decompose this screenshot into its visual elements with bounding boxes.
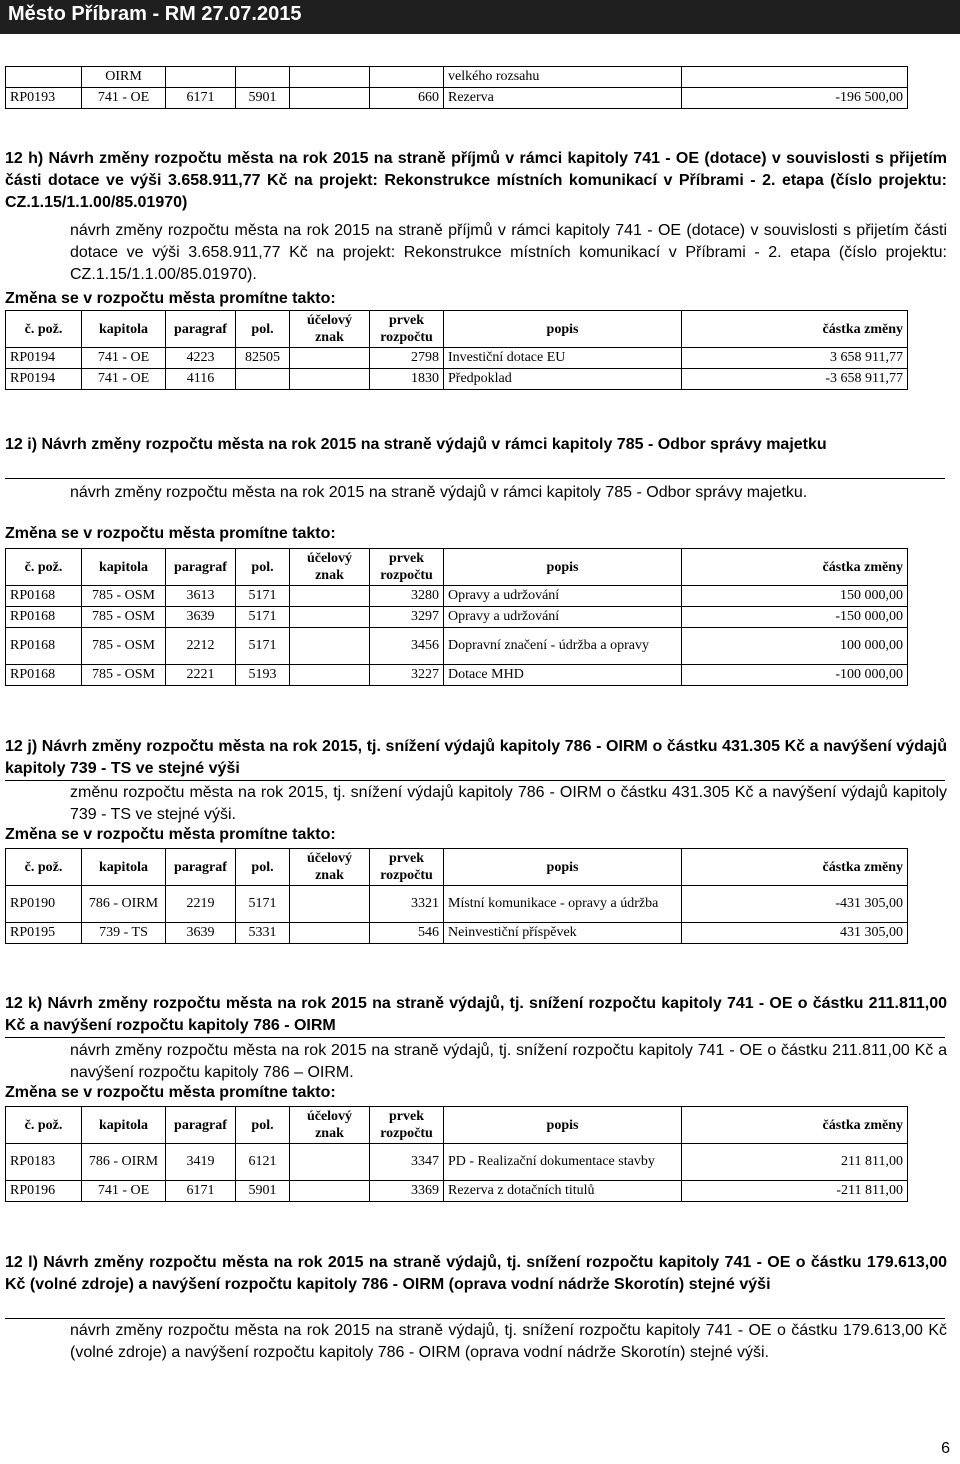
- header-ucel-line1: účelový: [306, 1109, 353, 1124]
- cell-ucel: [290, 886, 370, 923]
- cell-pol: 5171: [236, 886, 290, 923]
- header-ucel-line1: účelový: [306, 551, 353, 566]
- cell-kapitola: 739 - TS: [82, 923, 166, 944]
- header-popis: popis: [444, 1107, 682, 1144]
- header-paragraf: paragraf: [166, 849, 236, 886]
- budget-table-12h: [5, 310, 908, 390]
- header-popis: popis: [444, 311, 682, 348]
- divider: [5, 1318, 945, 1319]
- table-row: [6, 369, 908, 390]
- header-pol: pol.: [236, 549, 290, 586]
- cell-paragraf: 4223: [166, 348, 236, 369]
- cell-popis: PD - Realizační dokumentace stavby: [444, 1144, 682, 1181]
- budget-table-12j: [5, 848, 908, 944]
- cell-pol: 5901: [236, 88, 290, 109]
- divider: [5, 478, 945, 479]
- table-row: [6, 665, 908, 686]
- cell-paragraf: 3613: [166, 586, 236, 607]
- table-row: [6, 67, 908, 88]
- table-header-row: [6, 549, 908, 586]
- change-label: Změna se v rozpočtu města promítne takto:: [5, 826, 336, 843]
- cell-cpoz: RP0168: [6, 586, 82, 607]
- header-prvek-line1: prvek: [389, 551, 424, 566]
- table-row: [6, 886, 908, 923]
- change-label: Změna se v rozpočtu města promítne takto:: [5, 1084, 336, 1101]
- cell-prvek: 660: [370, 88, 444, 109]
- cell-cpoz: RP0168: [6, 665, 82, 686]
- table-row: [6, 586, 908, 607]
- header-cpoz: č. pož.: [6, 549, 82, 586]
- document-title: Město Příbram - RM 27.07.2015: [8, 3, 302, 25]
- cell-kapitola: 786 - OIRM: [82, 1144, 166, 1181]
- header-castka: částka změny: [682, 311, 908, 348]
- cell-paragraf: 4116: [166, 369, 236, 390]
- cell-popis: Opravy a udržování: [444, 607, 682, 628]
- cell-kapitola: 741 - OE: [82, 369, 166, 390]
- header-popis: popis: [444, 549, 682, 586]
- cell-pol: 5171: [236, 607, 290, 628]
- cell-popis: Neinvestiční příspěvek: [444, 923, 682, 944]
- cell-paragraf: 2221: [166, 665, 236, 686]
- section-description-12l: návrh změny rozpočtu města na rok 2015 na straně výdajů, tj. snížení rozpočtu kapitoly 741 - OE o částku 179.613,00 Kč (volné zdroje) a navýšení rozpočtu kapitoly 786 - OIRM (oprava vodní nádrže Skorotín) stejné výši.: [70, 1322, 947, 1361]
- cell-prvek: 3321: [370, 886, 444, 923]
- header-ucel: [290, 1107, 370, 1144]
- section-description-12i: návrh změny rozpočtu města na rok 2015 na straně výdajů v rámci kapitoly 785 - Odbor správy majetku.: [70, 484, 808, 501]
- header-prvek-line1: prvek: [389, 1109, 424, 1124]
- change-label: Změna se v rozpočtu města promítne takto:: [5, 290, 336, 307]
- cell-cpoz: RP0194: [6, 348, 82, 369]
- cell-prvek: 546: [370, 923, 444, 944]
- cell-prvek: 3347: [370, 1144, 444, 1181]
- header-prvek-line2: rozpočtu: [380, 1126, 433, 1141]
- cell-prvek: 3297: [370, 607, 444, 628]
- cell-kapitola: 741 - OE: [82, 348, 166, 369]
- header-ucel-line2: znak: [315, 330, 344, 345]
- cell-cpoz: RP0168: [6, 628, 82, 665]
- cell-popis: Místní komunikace - opravy a údržba: [444, 886, 682, 923]
- header-cpoz: č. pož.: [6, 311, 82, 348]
- cell-castka: -211 811,00: [682, 1181, 908, 1202]
- cell-castka: -150 000,00: [682, 607, 908, 628]
- cell-prvek: 3280: [370, 586, 444, 607]
- cell-ucel: [290, 586, 370, 607]
- header-prvek-line1: prvek: [389, 851, 424, 866]
- cell-cpoz: RP0193: [6, 88, 82, 109]
- cell-pol: 5171: [236, 586, 290, 607]
- cell-paragraf: 2219: [166, 886, 236, 923]
- header-ucel: [290, 311, 370, 348]
- cell-ucel: [290, 348, 370, 369]
- cell-cpoz: RP0195: [6, 923, 82, 944]
- cell-popis: Investiční dotace EU: [444, 348, 682, 369]
- header-prvek: [370, 549, 444, 586]
- cell-castka: -431 305,00: [682, 886, 908, 923]
- table-header-row: [6, 311, 908, 348]
- header-ucel: [290, 549, 370, 586]
- section-title-12h: 12 h) Návrh změny rozpočtu města na rok 2015 na straně příjmů v rámci kapitoly 741 - OE (dotace) v souvislosti s přijetím části dotace ve výši 3.658.911,77 Kč na projekt: Rekonstrukce místních komunikací v Příbrami - 2. etapa (číslo projektu: CZ.1.15/1.1.00/85.01970): [5, 150, 947, 211]
- table-row: [6, 1181, 908, 1202]
- cell-prvek: 3456: [370, 628, 444, 665]
- cell-ucel: [290, 88, 370, 109]
- section-title-12j: 12 j) Návrh změny rozpočtu města na rok 2015, tj. snížení výdajů kapitoly 786 - OIRM o částku 431.305 Kč a navýšení výdajů kapitoly 739 - TS ve stejné výši: [5, 738, 947, 777]
- header-pol: pol.: [236, 1107, 290, 1144]
- budget-table-12i: [5, 548, 908, 686]
- header-castka: částka změny: [682, 849, 908, 886]
- cell-castka: -100 000,00: [682, 665, 908, 686]
- cell-pol: 5193: [236, 665, 290, 686]
- page-header: [0, 0, 960, 34]
- header-paragraf: paragraf: [166, 549, 236, 586]
- header-prvek-line1: prvek: [389, 313, 424, 328]
- cell-popis: velkého rozsahu: [444, 67, 682, 88]
- header-pol: pol.: [236, 849, 290, 886]
- cell-ucel: [290, 369, 370, 390]
- header-castka: částka změny: [682, 549, 908, 586]
- table-row: [6, 628, 908, 665]
- header-ucel-line2: znak: [315, 868, 344, 883]
- table-header-row: [6, 1107, 908, 1144]
- cell-kapitola: 785 - OSM: [82, 665, 166, 686]
- cell-castka: -3 658 911,77: [682, 369, 908, 390]
- cell-cpoz: RP0168: [6, 607, 82, 628]
- header-ucel: [290, 849, 370, 886]
- header-popis: popis: [444, 849, 682, 886]
- cell-ucel: [290, 665, 370, 686]
- budget-table-12k: [5, 1106, 908, 1202]
- cell-paragraf: 2212: [166, 628, 236, 665]
- cell-castka: 431 305,00: [682, 923, 908, 944]
- cell-popis: Dotace MHD: [444, 665, 682, 686]
- header-prvek-line2: rozpočtu: [380, 868, 433, 883]
- cell-pol: 5901: [236, 1181, 290, 1202]
- cell-pol: [236, 67, 290, 88]
- cell-paragraf: 3639: [166, 607, 236, 628]
- cell-castka: -196 500,00: [682, 88, 908, 109]
- cell-kapitola: 741 - OE: [82, 1181, 166, 1202]
- cell-kapitola: OIRM: [82, 67, 166, 88]
- header-ucel-line1: účelový: [306, 851, 353, 866]
- continuation-table: [5, 66, 908, 109]
- table-row: [6, 88, 908, 109]
- cell-popis: Dopravní značení - údržba a opravy: [444, 628, 682, 665]
- cell-ucel: [290, 923, 370, 944]
- table-row: [6, 923, 908, 944]
- cell-kapitola: 785 - OSM: [82, 586, 166, 607]
- cell-ucel: [290, 628, 370, 665]
- cell-cpoz: RP0183: [6, 1144, 82, 1181]
- header-prvek: [370, 1107, 444, 1144]
- header-cpoz: č. pož.: [6, 1107, 82, 1144]
- cell-kapitola: 786 - OIRM: [82, 886, 166, 923]
- cell-paragraf: [166, 67, 236, 88]
- change-label: Změna se v rozpočtu města promítne takto:: [5, 525, 336, 542]
- header-pol: pol.: [236, 311, 290, 348]
- table-row: [6, 1144, 908, 1181]
- header-kapitola: kapitola: [82, 549, 166, 586]
- divider: [5, 1037, 945, 1038]
- cell-cpoz: RP0196: [6, 1181, 82, 1202]
- header-castka: částka změny: [682, 1107, 908, 1144]
- cell-prvek: 3227: [370, 665, 444, 686]
- cell-popis: Rezerva: [444, 88, 682, 109]
- cell-ucel: [290, 1181, 370, 1202]
- cell-pol: 5331: [236, 923, 290, 944]
- cell-prvek: 1830: [370, 369, 444, 390]
- cell-paragraf: 6171: [166, 88, 236, 109]
- cell-pol: 5171: [236, 628, 290, 665]
- header-paragraf: paragraf: [166, 311, 236, 348]
- header-ucel-line2: znak: [315, 568, 344, 583]
- cell-castka: [682, 67, 908, 88]
- cell-ucel: [290, 67, 370, 88]
- cell-kapitola: 785 - OSM: [82, 628, 166, 665]
- table-row: [6, 607, 908, 628]
- cell-cpoz: [6, 67, 82, 88]
- cell-popis: Opravy a udržování: [444, 586, 682, 607]
- cell-popis: Rezerva z dotačních titulů: [444, 1181, 682, 1202]
- cell-paragraf: 3419: [166, 1144, 236, 1181]
- cell-castka: 100 000,00: [682, 628, 908, 665]
- section-title-12i: 12 i) Návrh změny rozpočtu města na rok 2015 na straně výdajů v rámci kapitoly 785 - Odbor správy majetku: [5, 436, 827, 453]
- table-header-row: [6, 849, 908, 886]
- cell-castka: 211 811,00: [682, 1144, 908, 1181]
- header-prvek-line2: rozpočtu: [380, 568, 433, 583]
- header-ucel-line2: znak: [315, 1126, 344, 1141]
- cell-paragraf: 6171: [166, 1181, 236, 1202]
- header-kapitola: kapitola: [82, 1107, 166, 1144]
- table-row: [6, 348, 908, 369]
- cell-ucel: [290, 1144, 370, 1181]
- cell-pol: 6121: [236, 1144, 290, 1181]
- page-number: 6: [941, 1440, 950, 1457]
- cell-castka: 3 658 911,77: [682, 348, 908, 369]
- header-kapitola: kapitola: [82, 311, 166, 348]
- section-description-12h: návrh změny rozpočtu města na rok 2015 na straně příjmů v rámci kapitoly 741 - OE (dotace) v souvislosti s přijetím části dotace ve výši 3.658.911,77 Kč na projekt: Rekonstrukce místních komunikací v Příbrami - 2. etapa (číslo projektu: CZ.1.15/1.1.00/85.01970).: [70, 222, 947, 283]
- header-prvek-line2: rozpočtu: [380, 330, 433, 345]
- cell-cpoz: RP0190: [6, 886, 82, 923]
- section-title-12k: 12 k) Návrh změny rozpočtu města na rok 2015 na straně výdajů, tj. snížení rozpočtu kapitoly 741 - OE o částku 211.811,00 Kč a navýšení rozpočtu kapitoly 786 - OIRM: [5, 995, 947, 1034]
- cell-prvek: 2798: [370, 348, 444, 369]
- section-description-12k: návrh změny rozpočtu města na rok 2015 na straně výdajů, tj. snížení rozpočtu kapitoly 741 - OE o částku 211.811,00 Kč a navýšení rozpočtu kapitoly 786 – OIRM.: [70, 1042, 947, 1081]
- header-ucel-line1: účelový: [306, 313, 353, 328]
- cell-paragraf: 3639: [166, 923, 236, 944]
- section-description-12j: změnu rozpočtu města na rok 2015, tj. snížení výdajů kapitoly 786 - OIRM o částku 431.305 Kč a navýšení výdajů kapitoly 739 - TS ve stejné výši.: [70, 784, 947, 823]
- header-prvek: [370, 849, 444, 886]
- header-prvek: [370, 311, 444, 348]
- cell-prvek: [370, 67, 444, 88]
- cell-ucel: [290, 607, 370, 628]
- cell-cpoz: RP0194: [6, 369, 82, 390]
- cell-pol: 82505: [236, 348, 290, 369]
- cell-pol: [236, 369, 290, 390]
- section-title-12l: 12 l) Návrh změny rozpočtu města na rok 2015 na straně výdajů, tj. snížení rozpočtu kapitoly 741 - OE o částku 179.613,00 Kč (volné zdroje) a navýšení rozpočtu kapitoly 786 - OIRM (oprava vodní nádrže Skorotín) stejné výši: [5, 1254, 947, 1293]
- header-kapitola: kapitola: [82, 849, 166, 886]
- divider: [5, 780, 945, 781]
- cell-prvek: 3369: [370, 1181, 444, 1202]
- cell-kapitola: 741 - OE: [82, 88, 166, 109]
- header-paragraf: paragraf: [166, 1107, 236, 1144]
- cell-castka: 150 000,00: [682, 586, 908, 607]
- cell-kapitola: 785 - OSM: [82, 607, 166, 628]
- header-cpoz: č. pož.: [6, 849, 82, 886]
- cell-popis: Předpoklad: [444, 369, 682, 390]
